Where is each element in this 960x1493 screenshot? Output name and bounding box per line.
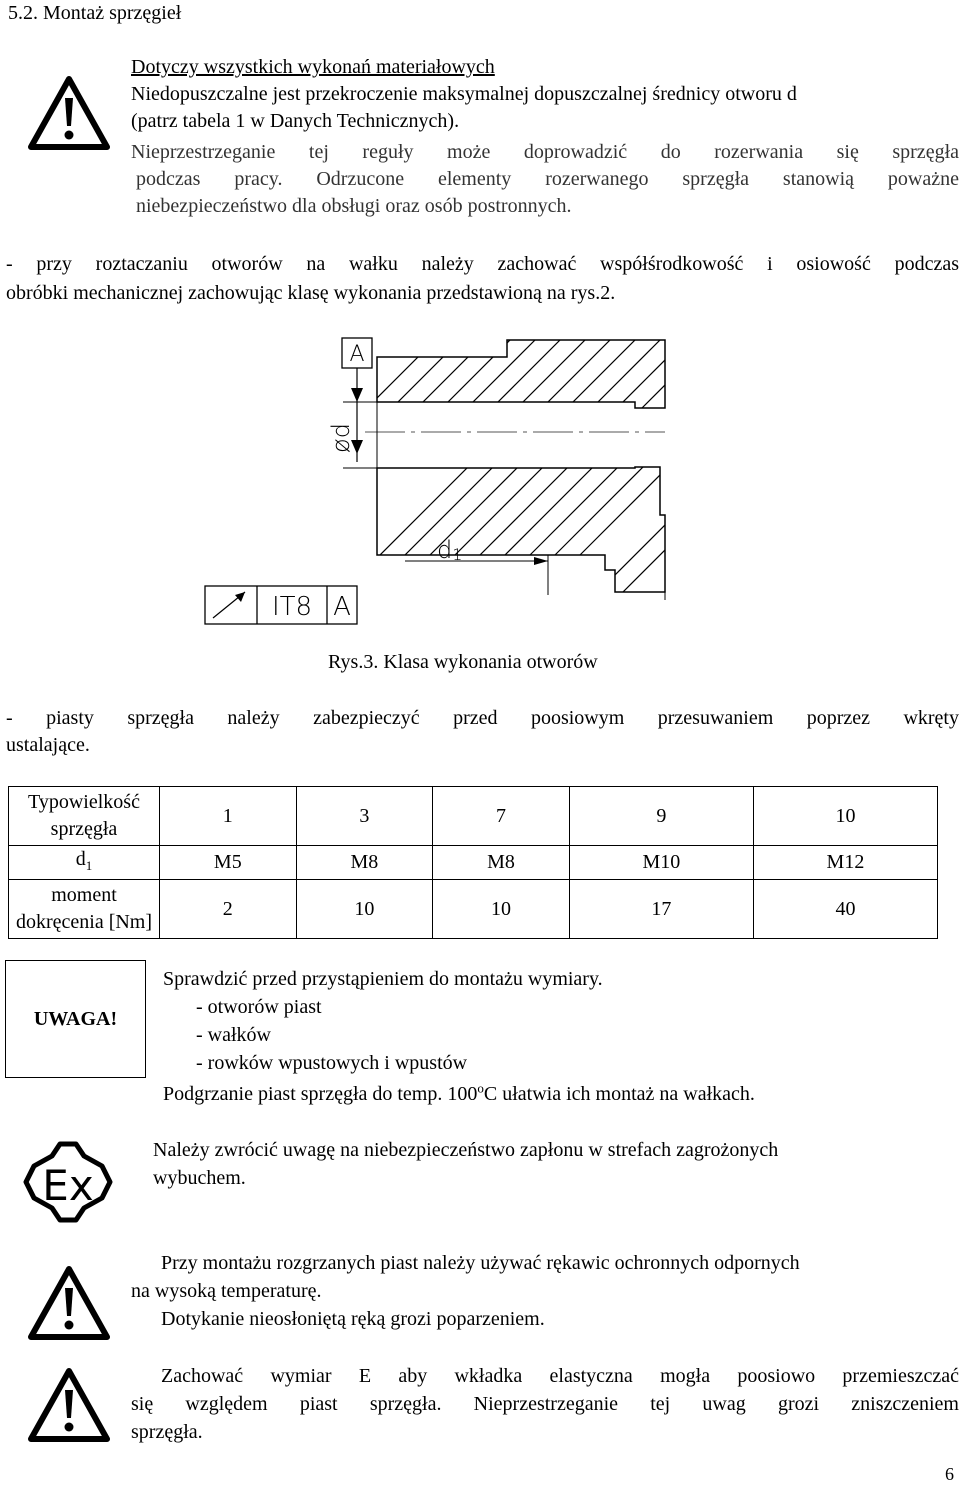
uwaga-list-item: - rowków wpustowych i wpustów xyxy=(196,1052,468,1074)
table-cell: 10 xyxy=(753,787,937,846)
table-cell: M12 xyxy=(753,846,937,880)
table-cell: M5 xyxy=(160,846,297,880)
body-text-line: - przy roztaczaniu otworów na wałku należy zachować współśrodkowość i osiowość podczas xyxy=(6,253,959,275)
table-header-line: dokręcenia [Nm] xyxy=(15,911,153,933)
d1-label xyxy=(437,536,462,564)
warning-text-line: niebezpieczeństwo dla obsługi oraz osób postronnych. xyxy=(136,195,572,217)
warning-title: Dotyczy wszystkich wykonań materiałowych xyxy=(131,56,495,78)
diameter-label: ød xyxy=(327,423,355,453)
uwaga-list-item: - wałków xyxy=(196,1024,271,1046)
table-row xyxy=(9,880,938,939)
tolerance-class: IT8 xyxy=(271,592,313,622)
dimension-arrow xyxy=(534,557,548,565)
warning-text-line: Przy montażu rozgrzanych piast należy używać rękawic ochronnych odpornych xyxy=(161,1252,800,1274)
table-cell: 3 xyxy=(296,787,433,846)
tolerance-datum: A xyxy=(333,592,351,622)
table-row-header xyxy=(9,787,160,846)
uwaga-text-line xyxy=(163,1081,755,1108)
ex-symbol-text: Ex xyxy=(42,1161,94,1210)
table-cell: 10 xyxy=(433,880,570,939)
warning-text-line: Niedopuszczalne jest przekroczenie maksymalnej dopuszczalnej średnicy otworu d xyxy=(131,83,797,105)
warning-text-line: (patrz tabela 1 w Danych Technicznych). xyxy=(131,110,460,132)
d1-label-sub: 1 xyxy=(452,545,463,564)
page-number: 6 xyxy=(945,1464,954,1484)
ex-warning-line: Należy zwrócić uwagę na niebezpieczeństwo zapłonu w strefach zagrożonych xyxy=(153,1139,779,1161)
table-header-line: Typowielkość xyxy=(28,791,140,813)
table-cell: M10 xyxy=(569,846,753,880)
table-header-line: sprzęgła xyxy=(50,818,118,840)
table-cell: 9 xyxy=(569,787,753,846)
body-text-line: ustalające. xyxy=(6,734,90,756)
uwaga-text-part: C ułatwia ich montaż na wałkach. xyxy=(483,1083,755,1105)
table-cell: 2 xyxy=(160,880,297,939)
table-cell: 17 xyxy=(569,880,753,939)
ex-atex-icon xyxy=(22,1140,114,1224)
warning-text-line: się względem piast sprzęgła. Nieprzestrzeganie tej uwag grozi zniszczeniem xyxy=(131,1393,959,1415)
datum-label: A xyxy=(349,342,365,367)
table-cell: 10 xyxy=(296,880,433,939)
table-row-header xyxy=(9,880,160,939)
warning-text-line: Dotykanie nieosłoniętą ręką grozi poparzeniem. xyxy=(161,1308,545,1330)
uwaga-label: UWAGA! xyxy=(33,1007,118,1030)
warning-triangle-icon xyxy=(26,74,112,152)
table-cell: 1 xyxy=(160,787,297,846)
table-cell: M8 xyxy=(433,846,570,880)
table-header-line: moment xyxy=(51,884,117,906)
uwaga-box xyxy=(5,960,146,1078)
figure-caption: Rys.3. Klasa wykonania otworów xyxy=(328,651,598,673)
uwaga-text-part: Podgrzanie piast sprzęgła do temp. 100 xyxy=(163,1083,478,1105)
table-cell: 7 xyxy=(433,787,570,846)
warning-text-line: Nieprzestrzeganie tej reguły może doprowadzić do rozerwania się sprzęgła xyxy=(131,141,959,163)
upper-section-hatching xyxy=(365,330,675,410)
table-cell: 40 xyxy=(753,880,937,939)
warning-text-line: Zachować wymiar E aby wkładka elastyczna mogła poosiowo przemieszczać xyxy=(161,1365,959,1387)
table-row xyxy=(9,787,938,846)
d1-label-main: d xyxy=(437,536,453,564)
uwaga-list-item: - otworów piast xyxy=(196,996,322,1018)
table-header-sub: 1 xyxy=(85,858,93,873)
degree-superscript: o xyxy=(477,1080,484,1096)
coupling-size-table xyxy=(8,786,938,939)
section-heading: 5.2. Montaż sprzęgieł xyxy=(8,2,182,24)
warning-triangle-icon xyxy=(26,1366,112,1444)
warning-text-line: sprzęgła. xyxy=(131,1421,203,1443)
table-row-header xyxy=(9,846,160,880)
table-row xyxy=(9,846,938,880)
table-header-main: d xyxy=(75,848,86,870)
lower-section-hatching xyxy=(365,460,675,600)
bore-drawing xyxy=(195,330,675,630)
warning-text-line: podczas pracy. Odrzucone elementy rozerwanego sprzęgła stanowią poważne xyxy=(136,168,959,190)
ex-warning-line: wybuchem. xyxy=(153,1167,246,1189)
body-text-line: obróbki mechanicznej zachowując klasę wykonania przedstawioną na rys.2. xyxy=(6,282,616,304)
body-text-line: - piasty sprzęgła należy zabezpieczyć przed poosiowym przesuwaniem poprzez wkręty xyxy=(6,707,959,729)
warning-triangle-icon xyxy=(26,1264,112,1342)
warning-text-line: na wysoką temperaturę. xyxy=(131,1280,322,1302)
table-cell: M8 xyxy=(296,846,433,880)
uwaga-text-line: Sprawdzić przed przystąpieniem do montażu wymiary. xyxy=(163,968,603,990)
dimension-arrow xyxy=(351,388,363,402)
